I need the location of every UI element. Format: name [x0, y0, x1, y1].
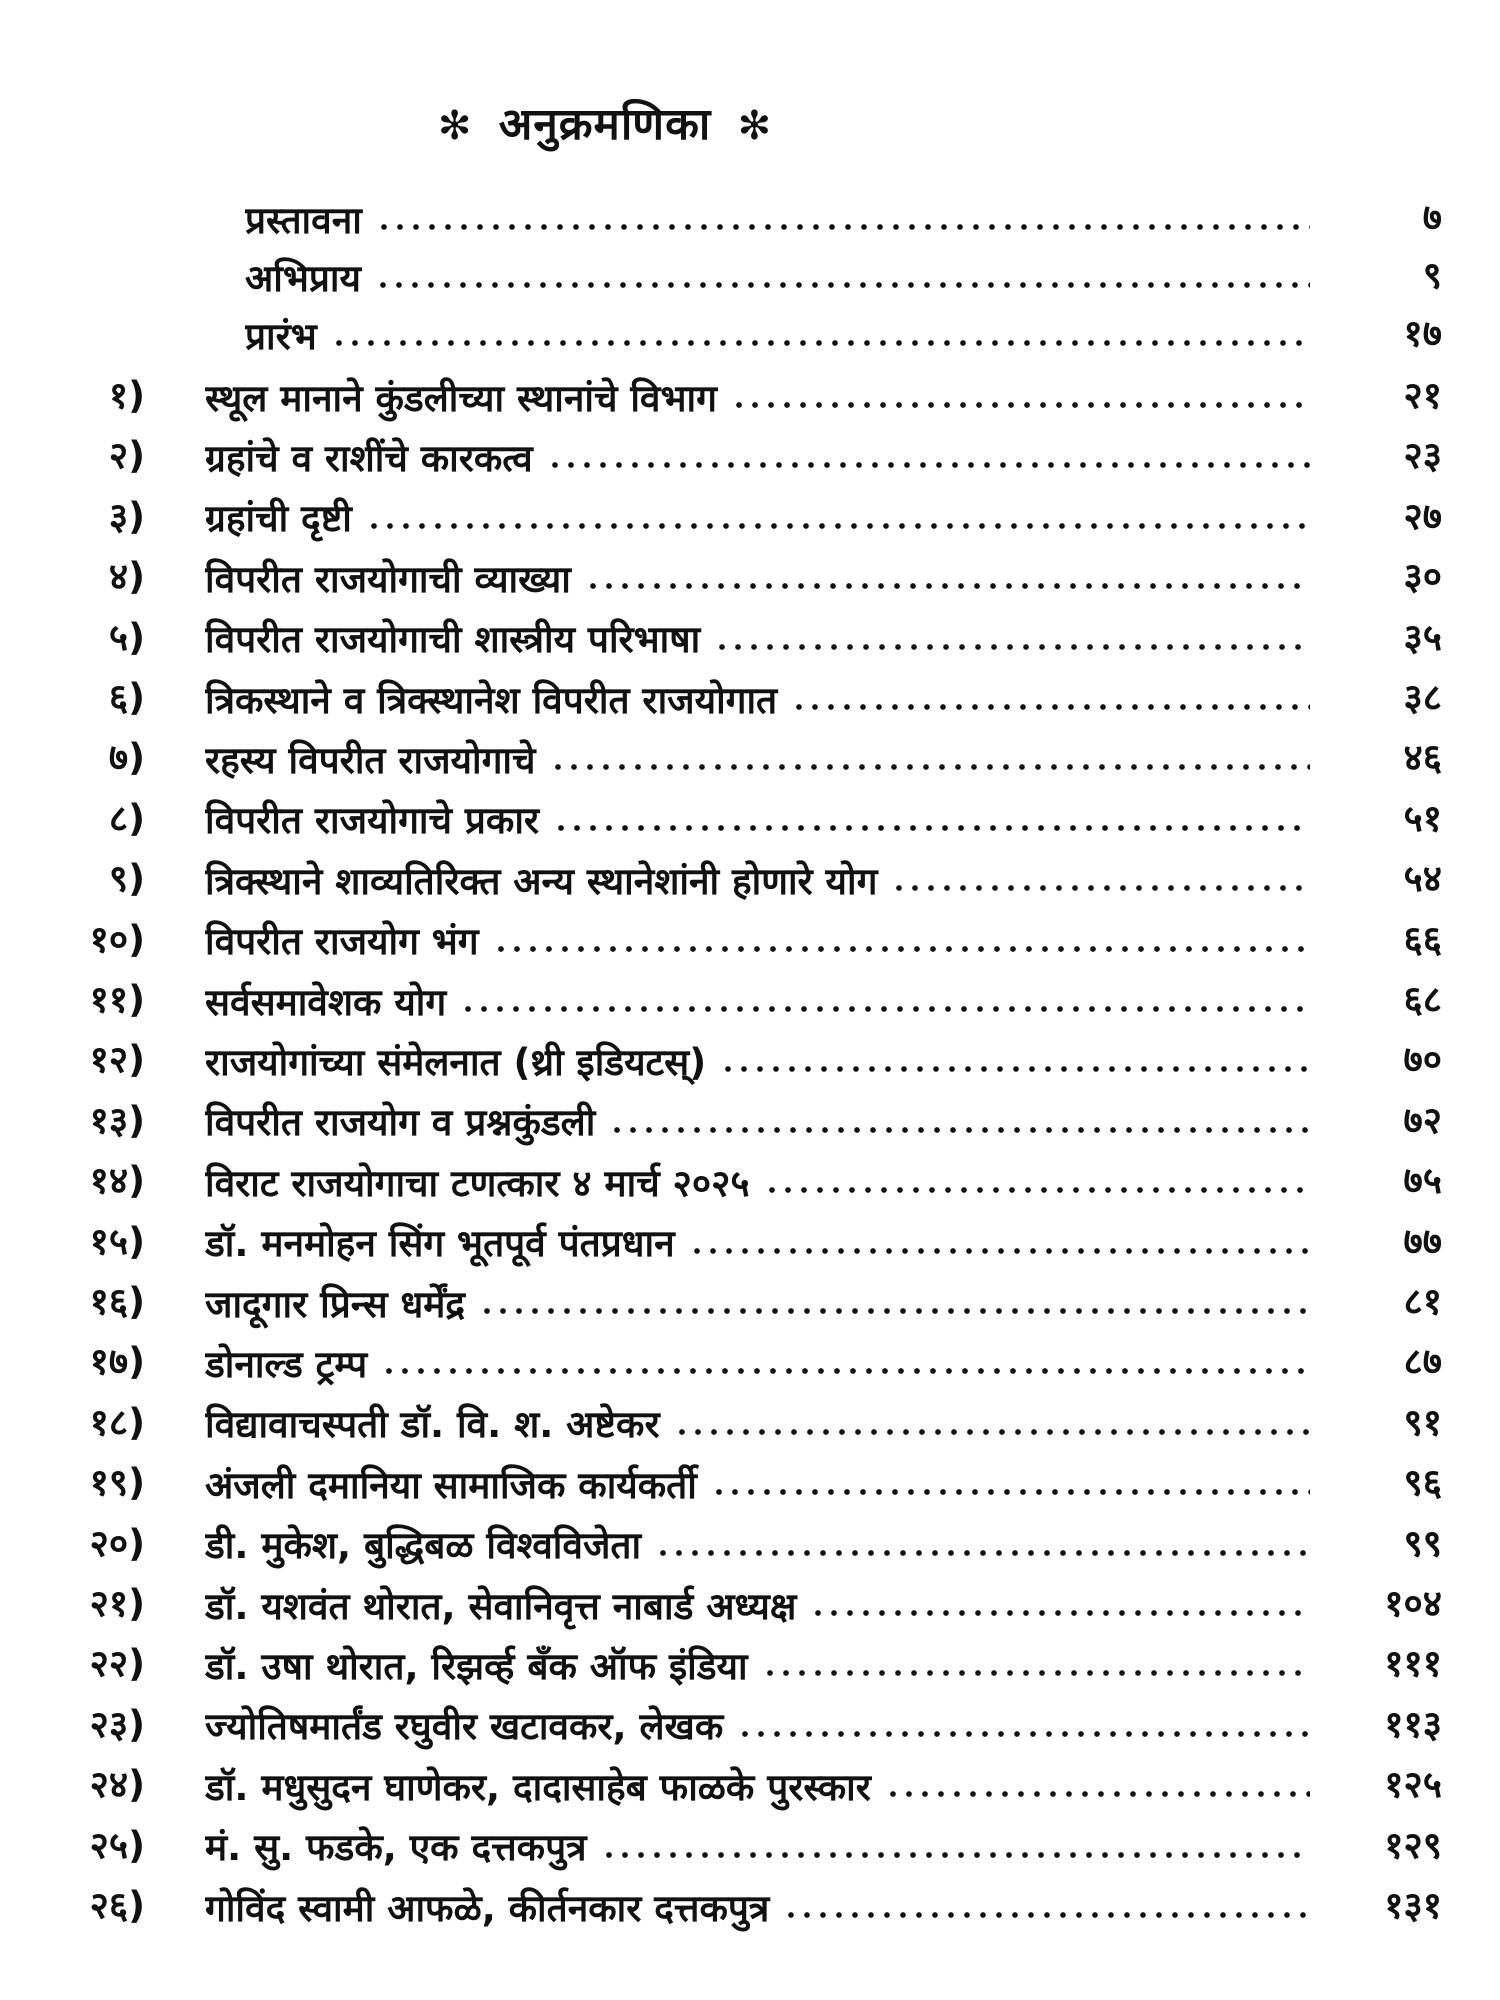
chapter-number: १६) [89, 1280, 145, 1323]
entry-title-with-leader [205, 1334, 1310, 1390]
chapter-number: २६) [89, 1884, 145, 1927]
page-number: ९६ [1403, 1461, 1442, 1505]
page-number: ३५ [1403, 615, 1442, 659]
dot-leader [791, 704, 1310, 710]
page-number: १२५ [1384, 1763, 1442, 1807]
toc-chapter-item [0, 428, 1500, 484]
dot-leader [891, 885, 1310, 891]
entry-title-with-leader [205, 610, 1310, 666]
entry-title-with-leader [205, 1214, 1310, 1270]
page-number: ४६ [1403, 736, 1442, 780]
dot-leader [689, 1248, 1310, 1254]
entry-title: विद्यावाचस्पती डॉ. वि. श. अष्टेकर [205, 1403, 660, 1447]
entry-title-with-leader [205, 1757, 1310, 1813]
entry-title: अंजली दमानिया सामाजिक कार्यकर्ती [205, 1463, 697, 1507]
page-number: ५१ [1403, 796, 1442, 840]
chapter-number: १४) [89, 1159, 145, 1203]
chapter-number: १८) [89, 1400, 145, 1444]
entry-title-with-leader [205, 1032, 1310, 1088]
page-number: १११ [1384, 1642, 1442, 1686]
dot-leader [375, 282, 1310, 288]
toc-chapter-item [0, 670, 1500, 726]
dot-leader [585, 583, 1310, 589]
toc-chapter-item [0, 972, 1500, 1028]
dot-leader [479, 1308, 1310, 1314]
chapter-number: ७) [108, 736, 145, 780]
page-number: ७२ [1403, 1098, 1442, 1142]
chapter-number: १२) [89, 1038, 145, 1082]
toc-chapter-item [0, 1032, 1500, 1088]
entry-title: स्थूल मानाने कुंडलीच्या स्थानांचे विभाग [205, 376, 717, 420]
chapter-number: २१) [89, 1582, 145, 1625]
dot-leader [655, 1550, 1310, 1556]
entry-title-with-leader [205, 1818, 1310, 1874]
toc-chapter-item [0, 791, 1500, 847]
entry-title: सर्वसमावेशक योग [205, 980, 447, 1024]
toc-chapter-item [0, 1455, 1500, 1511]
entry-title-with-leader [205, 851, 1310, 907]
toc-chapter-item [0, 1334, 1500, 1390]
front-matter-item [0, 306, 1500, 362]
entry-title: डॉ. उषा थोरात, रिझर्व्ह बँक ऑफ इंडिया [205, 1644, 748, 1688]
chapter-number: ६) [108, 676, 145, 719]
page-number: २१ [1403, 374, 1442, 417]
dot-leader [783, 1912, 1310, 1918]
page-number: ९१ [1403, 1400, 1442, 1444]
entry-title: विपरीत राजयोग भंग [205, 920, 479, 964]
ornament-star-icon: ✻ [437, 103, 473, 149]
entry-title: मं. सु. फडके, एक दत्तकपुत्र [205, 1826, 587, 1870]
entry-title-with-leader [205, 1878, 1310, 1934]
toc-chapter-item [0, 912, 1500, 968]
dot-leader [547, 462, 1310, 468]
entry-title: राजयोगांच्या संमेलनात (थ्री इडियटस्) [205, 1040, 707, 1084]
title-text: अनुक्रमणिका [498, 99, 712, 150]
toc-chapter-item [0, 549, 1500, 605]
chapter-number: २२) [89, 1642, 145, 1686]
entry-title-with-leader [205, 670, 1310, 726]
toc-chapter-item [0, 1516, 1500, 1572]
page-number: २७ [1403, 494, 1442, 538]
chapter-number: १९) [89, 1461, 145, 1505]
page-number: ५४ [1403, 857, 1442, 901]
entry-title: डी. मुकेश, बुद्धिबळ विश्वविजेता [205, 1524, 642, 1568]
front-matter-item [0, 248, 1500, 304]
entry-title-with-leader [205, 1636, 1310, 1692]
dot-leader [885, 1791, 1310, 1797]
chapter-number: १०) [89, 917, 145, 961]
entry-title: ग्रहांची दृष्टी [205, 497, 352, 541]
toc-chapter-item [0, 368, 1500, 424]
toc-chapter-item [0, 1757, 1500, 1813]
chapter-number: २०) [89, 1521, 145, 1565]
page-number: १७ [1403, 312, 1442, 355]
entry-title-with-leader [205, 549, 1310, 605]
page-number: २३ [1403, 434, 1442, 478]
dot-leader [493, 946, 1310, 952]
page-number: ११३ [1384, 1702, 1442, 1746]
page-number: ७० [1403, 1038, 1442, 1082]
dot-leader [764, 1187, 1310, 1193]
dot-leader [331, 340, 1310, 346]
dot-leader [366, 523, 1310, 529]
page-number: ६६ [1403, 917, 1442, 961]
entry-title-with-leader [205, 428, 1310, 484]
entry-title-with-leader [205, 1516, 1310, 1572]
dot-leader [737, 1731, 1310, 1737]
chapter-number: ८) [108, 796, 145, 840]
ornament-star-icon: ✻ [737, 103, 773, 149]
toc-chapter-item [0, 1818, 1500, 1874]
entry-title-with-leader [205, 1576, 1310, 1632]
page-number: ६८ [1403, 978, 1442, 1021]
page-number: ९ [1422, 254, 1442, 297]
chapter-number: ५) [108, 615, 145, 659]
entry-title: प्रस्तावना [245, 198, 362, 242]
entry-title-with-leader [205, 368, 1310, 424]
toc-chapter-item [0, 1395, 1500, 1451]
entry-title-with-leader [205, 1395, 1310, 1451]
entry-title-with-leader [205, 1697, 1310, 1753]
toc-chapter-item [0, 1576, 1500, 1632]
entry-title: डोनाल्ड ट्रम्प [205, 1342, 368, 1386]
toc-chapter-item [0, 1153, 1500, 1209]
chapter-number: ३) [108, 494, 145, 538]
dot-leader [731, 402, 1310, 408]
entry-title-with-leader [205, 1455, 1310, 1511]
entry-title: त्रिक्स्थाने शाव्यतिरिक्त अन्य स्थानेशांनी होणारे योग [205, 859, 878, 903]
chapter-number: २३) [89, 1702, 145, 1746]
chapter-number: २५) [89, 1823, 145, 1867]
page-number: ७५ [1403, 1159, 1442, 1203]
toc-chapter-item [0, 1274, 1500, 1330]
entry-title: डॉ. यशवंत थोरात, सेवानिवृत्त नाबार्ड अध्यक्ष [205, 1584, 797, 1628]
chapter-number: ४) [108, 555, 145, 599]
entry-title: विराट राजयोगाचा टणत्कार ४ मार्च २०२५ [205, 1161, 750, 1205]
dot-leader [674, 1429, 1310, 1435]
entry-title-with-leader [205, 791, 1310, 847]
entry-title-with-leader [245, 306, 1310, 362]
chapter-number: २) [108, 434, 145, 478]
entry-title: विपरीत राजयोगाची शास्त्रीय परिभाषा [205, 618, 701, 662]
entry-title-with-leader [245, 248, 1310, 304]
toc-chapter-item [0, 1214, 1500, 1270]
dot-leader [609, 1127, 1310, 1133]
entry-title: विपरीत राजयोगाचे प्रकार [205, 799, 540, 843]
page-number: ७७ [1403, 1219, 1442, 1263]
entry-title-with-leader [205, 1274, 1310, 1330]
page-number: १३१ [1384, 1884, 1442, 1927]
entry-title: डॉ. मधुसुदन घाणेकर, दादासाहेब फाळके पुरस्कार [205, 1765, 871, 1809]
chapter-number: २४) [89, 1763, 145, 1807]
dot-leader [810, 1610, 1310, 1616]
page-number: ८७ [1403, 1340, 1442, 1384]
toc-chapter-item [0, 489, 1500, 545]
dot-leader [711, 1489, 1310, 1495]
entry-title-with-leader [205, 1153, 1310, 1209]
page-number: ३० [1403, 555, 1442, 599]
entry-title-with-leader [205, 730, 1310, 786]
dot-leader [376, 224, 1310, 230]
toc-chapter-item [0, 1093, 1500, 1149]
dot-leader [720, 1066, 1310, 1072]
chapter-number: ९) [108, 857, 145, 901]
page-number: १०४ [1384, 1582, 1442, 1625]
page-number: ३८ [1403, 676, 1442, 719]
entry-title-with-leader [205, 489, 1310, 545]
dot-leader [381, 1368, 1310, 1374]
toc-chapter-item [0, 1697, 1500, 1753]
entry-title: त्रिकस्थाने व त्रिक्स्थानेश विपरीत राजयोगात [205, 678, 778, 722]
entry-title: प्रारंभ [245, 314, 317, 358]
entry-title: विपरीत राजयोगाची व्याख्या [205, 557, 571, 601]
toc-chapter-item [0, 730, 1500, 786]
entry-title: ज्योतिषमार्तंड रघुवीर खटावकर, लेखक [205, 1705, 724, 1749]
entry-title: जादूगार प्रिन्स धर्मेंद्र [205, 1282, 466, 1326]
entry-title-with-leader [205, 1093, 1310, 1149]
entry-title: डॉ. मनमोहन सिंग भूतपूर्व पंतप्रधान [205, 1222, 675, 1266]
chapter-number: १३) [89, 1098, 145, 1142]
chapter-number: ११) [89, 978, 145, 1021]
page-title [0, 92, 1210, 152]
page-number: १२९ [1384, 1823, 1442, 1867]
dot-leader [714, 644, 1310, 650]
entry-title: गोविंद स्वामी आफळे, कीर्तनकार दत्तकपुत्र [205, 1886, 770, 1930]
entry-title-with-leader [205, 972, 1310, 1028]
chapter-number: १७) [89, 1340, 145, 1384]
entry-title: रहस्य विपरीत राजयोगाचे [205, 738, 536, 782]
page-number: ९९ [1403, 1521, 1442, 1565]
page-number: ८१ [1403, 1280, 1442, 1323]
chapter-number: १) [108, 374, 145, 417]
toc-chapter-item [0, 610, 1500, 666]
entry-title-with-leader [245, 190, 1310, 246]
dot-leader [550, 764, 1311, 770]
dot-leader [553, 825, 1310, 831]
entry-title-with-leader [205, 912, 1310, 968]
dot-leader [460, 1006, 1310, 1012]
entry-title: विपरीत राजयोग व प्रश्नकुंडली [205, 1101, 596, 1145]
toc-chapter-item [0, 1636, 1500, 1692]
front-matter-item [0, 190, 1500, 246]
toc-chapter-item [0, 851, 1500, 907]
chapter-number: १५) [89, 1219, 145, 1263]
dot-leader [762, 1670, 1310, 1676]
dot-leader [601, 1852, 1310, 1858]
entry-title: ग्रहांचे व राशींचे कारकत्व [205, 436, 533, 480]
entry-title: अभिप्राय [245, 256, 361, 300]
page-number: ७ [1422, 196, 1442, 239]
toc-chapter-item [0, 1878, 1500, 1934]
